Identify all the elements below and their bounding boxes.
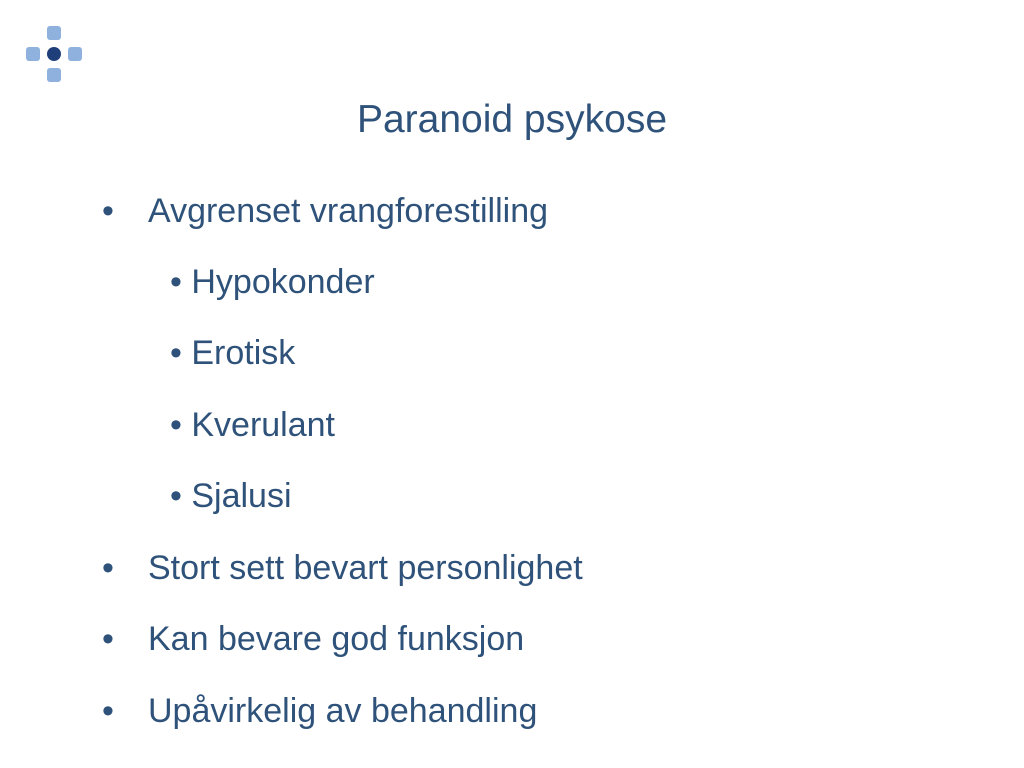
sub-bullet-text: Kverulant [191,406,335,444]
bullet-item [102,189,549,233]
sub-bullet-text: Sjalusi [191,477,292,515]
bullet-marker: • [102,620,114,658]
bullet-item [102,546,583,590]
slide-title: Paranoid psykose [356,98,668,141]
sub-bullet-item [170,403,335,447]
sub-bullet-item [170,474,292,518]
sub-bullet-text: Erotisk [191,334,296,372]
sub-bullet-marker: • [170,334,182,372]
bullet-text: Stort sett bevart personlighet [148,549,583,587]
bullet-marker: • [102,192,114,230]
sub-bullet-marker: • [170,263,182,301]
bullet-text: Avgrenset vrangforestilling [148,192,549,230]
bullet-item [102,689,538,733]
bullet-marker: • [102,549,114,587]
sub-bullet-marker: • [170,406,182,444]
sub-bullet-marker: • [170,477,182,515]
sub-bullet-item [170,260,375,304]
bullet-text: Upåvirkelig av behandling [148,692,538,730]
bullet-marker: • [102,692,114,730]
sub-bullet-item [170,331,295,375]
sub-bullet-text: Hypokonder [191,263,375,301]
bullet-text: Kan bevare god funksjon [148,620,525,658]
bullet-item [102,617,525,661]
